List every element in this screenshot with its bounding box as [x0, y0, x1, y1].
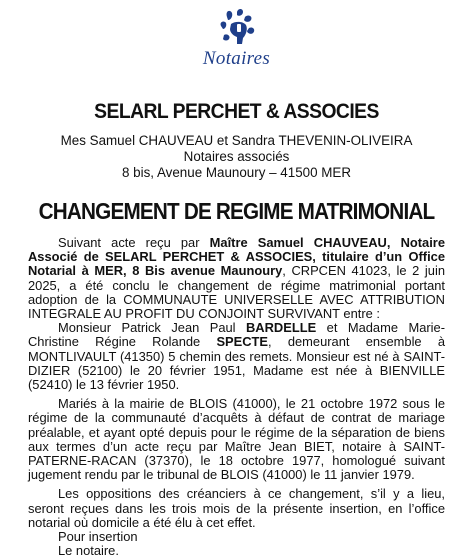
paragraph-parties: Monsieur Patrick Jean Paul BARDELLE et Madame Marie-Christine Régine Rolande SPECTE, demeurant ensemble à MONTLIVAULT (41350) 5 chemin des remets. Monsieur est né à SAINT-DIZIER (52100) le 20 février 1951, Madame est née à BIENVILLE (52410) le 13 février 1950. [28, 320, 446, 393]
notice-heading: CHANGEMENT DE REGIME MATRIMONIAL [38, 198, 435, 224]
notaries-role: Notaires associés [183, 149, 290, 164]
notaries-names: Mes Samuel CHAUVEAU et Sandra THEVENIN-OLIVEIRA [60, 133, 413, 148]
notaires-logo [0, 8, 473, 69]
closing-insertion: Pour insertion [58, 529, 138, 545]
closing-signature: Le notaire. [58, 543, 119, 558]
paragraph-act: Suivant acte reçu par Maître Samuel CHAUVEAU, Notaire Associé de SELARL PERCHET & ASSOCIES, titulaire d’un Office Notarial à MER, 8 Bis avenue Maunoury, CRPCEN 41023, le 2 juin 2025, a été conclu le changement de régime matrimonial portant adoption de la COMMUNAUTE UNIVERSELLE AVEC ATTRIBUTION INTEGRALE AU PROFIT DU CONJOINT SURVIVANT entre : [28, 235, 445, 322]
notice-body [28, 236, 445, 558]
firm-name: SELARL PERCHET & ASSOCIES [94, 100, 379, 123]
office-address: 8 bis, Avenue Maunoury – 41500 MER [121, 165, 352, 180]
paragraph-marriage: Mariés à la mairie de BLOIS (41000), le 21 octobre 1972 sous le régime de la communauté d’acquêts à défaut de contrat de mariage préalable, et ayant opté depuis pour le régime de la séparation de biens aux termes d’un acte reçu par Maître Jean BIET, notaire à SAINT-PATERNE-RACAN (37370), le 18 octobre 1977, homologué suivant jugement rendu par le tribunal de BLOIS (41000) le 11 janvier 1979. [28, 396, 445, 483]
notaires-emblem-icon [215, 8, 259, 48]
logo-text: Notaires [202, 48, 271, 69]
paragraph-oppositions: Les oppositions des créanciers à ce changement, s’il y a lieu, seront reçues dans les trois mois de la présente insertion, en l’office notarial où domicile a été élu à cet effet. [28, 486, 445, 530]
